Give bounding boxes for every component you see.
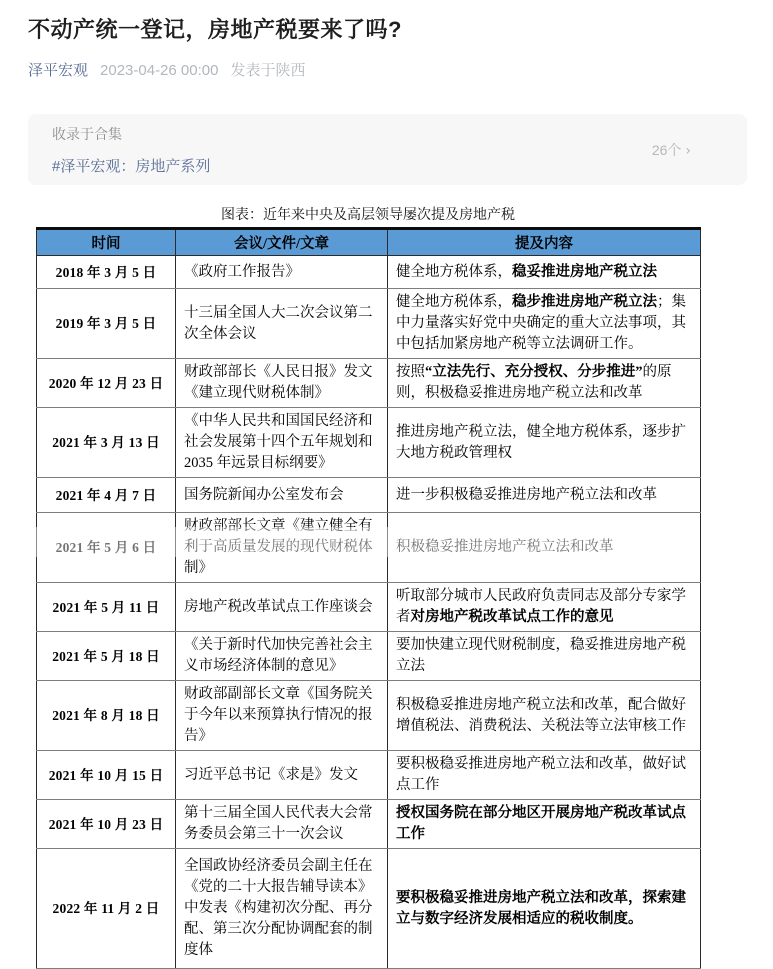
- cell-date: 2021 年 10 月 23 日: [37, 800, 176, 849]
- page-title: 不动产统一登记，房地产税要来了吗?: [28, 17, 402, 42]
- cell-content: 推进房地产税立法，健全地方税体系，逐步扩大地方税政管理权: [388, 408, 701, 478]
- header-time: 时间: [37, 229, 176, 256]
- cell-content: 健全地方税体系，稳妥推进房地产税立法: [388, 256, 701, 289]
- table-caption: 图表：近年来中央及高层领导屡次提及房地产税: [221, 208, 515, 223]
- collection-label: 收录于合集: [52, 125, 122, 142]
- cell-doc: 十三届全国人大二次会议第二次全体会议: [176, 289, 388, 359]
- collection-count-text: 26个: [651, 141, 682, 158]
- cell-date: 2021 年 5 月 11 日: [37, 583, 176, 632]
- cell-doc: 《关于新时代加快完善社会主义市场经济体制的意见》: [176, 632, 388, 681]
- table-header: [37, 229, 701, 256]
- cell-content: 授权国务院在部分地区开展房地产税改革试点工作: [388, 800, 701, 849]
- cell-content: 听取部分城市人民政府负责同志及部分专家学者对房地产税改革试点工作的意见: [388, 583, 701, 632]
- collection-info: [52, 124, 210, 176]
- table-row: [37, 289, 701, 359]
- cell-date: 2021 年 5 月 18 日: [37, 632, 176, 681]
- cell-date: 2018 年 3 月 5 日: [37, 256, 176, 289]
- cell-doc: 财政部副部长文章《国务院关于今年以来预算执行情况的报告》: [176, 681, 388, 751]
- table-row: [37, 256, 701, 289]
- cell-date: 2021 年 10 月 15 日: [37, 751, 176, 800]
- cell-date: 2021 年 4 月 7 日: [37, 478, 176, 513]
- figure-block: [36, 204, 700, 969]
- chevron-right-icon: ›: [685, 142, 691, 159]
- cell-content: 要积极稳妥推进房地产税立法和改革，探索建立与数字经济发展相适应的税收制度。: [388, 849, 701, 969]
- cell-date: 2021 年 5 月 6 日: [37, 513, 176, 583]
- cell-doc: 第十三届全国人民代表大会常务委员会第三十一次会议: [176, 800, 388, 849]
- header-content: 提及内容: [388, 229, 701, 256]
- cell-date: 2021 年 3 月 13 日: [37, 408, 176, 478]
- cell-doc: 房地产税改革试点工作座谈会: [176, 583, 388, 632]
- cell-doc: 财政部部长《人民日报》发文《建立现代财税体制》: [176, 359, 388, 408]
- table-row: [37, 751, 701, 800]
- cell-doc: 习近平总书记《求是》发文: [176, 751, 388, 800]
- collection-card[interactable]: [28, 114, 747, 185]
- cell-date: 2021 年 8 月 18 日: [37, 681, 176, 751]
- cell-date: 2020 年 12 月 23 日: [37, 359, 176, 408]
- collection-count[interactable]: [652, 140, 691, 160]
- header-doc: 会议/文件/文章: [176, 229, 388, 256]
- table-row: [37, 359, 701, 408]
- table-row: [37, 478, 701, 513]
- cell-content: 积极稳妥推进房地产税立法和改革: [388, 513, 701, 583]
- table-row: [37, 513, 701, 583]
- cell-doc: 《政府工作报告》: [176, 256, 388, 289]
- policy-table: [36, 227, 701, 969]
- table-row: [37, 681, 701, 751]
- cell-content: 健全地方税体系，稳步推进房地产税立法；集中力量落实好党中央确定的重大立法事项，其中包括加紧房地产税等立法调研工作。: [388, 289, 701, 359]
- policy-table-body: [37, 256, 701, 969]
- cell-content: 积极稳妥推进房地产税立法和改革，配合做好增值税法、消费税法、关税法等立法审核工作: [388, 681, 701, 751]
- table-row: [37, 849, 701, 969]
- cell-content: 要积极稳妥推进房地产税立法和改革，做好试点工作: [388, 751, 701, 800]
- table-row: [37, 583, 701, 632]
- author-link[interactable]: 泽平宏观: [28, 62, 89, 79]
- table-row: [37, 632, 701, 681]
- publish-location: 发表于陕西: [230, 62, 306, 79]
- cell-content: 进一步积极稳妥推进房地产税立法和改革: [388, 478, 701, 513]
- article-meta: [28, 59, 747, 80]
- cell-content: 要加快建立现代财税制度，稳妥推进房地产税立法: [388, 632, 701, 681]
- cell-doc: 国务院新闻办公室发布会: [176, 478, 388, 513]
- table-row: [37, 800, 701, 849]
- cell-date: 2019 年 3 月 5 日: [37, 289, 176, 359]
- table-row: [37, 408, 701, 478]
- cell-doc: 全国政协经济委员会副主任在《党的二十大报告辅导读本》中发表《构建初次分配、再分配、第三次分配协调配套的制度体: [176, 849, 388, 969]
- cell-doc: 财政部部长文章《建立健全有利于高质量发展的现代财税体制》: [176, 513, 388, 583]
- publish-date: 2023-04-26 00:00: [100, 62, 219, 79]
- cell-doc: 《中华人民共和国国民经济和社会发展第十四个五年规划和 2035 年远景目标纲要》: [176, 408, 388, 478]
- cell-content: 按照“立法先行、充分授权、分步推进”的原则，积极稳妥推进房地产税立法和改革: [388, 359, 701, 408]
- collection-series-link[interactable]: #泽平宏观：房地产系列: [52, 157, 211, 175]
- cell-date: 2022 年 11 月 2 日: [37, 849, 176, 969]
